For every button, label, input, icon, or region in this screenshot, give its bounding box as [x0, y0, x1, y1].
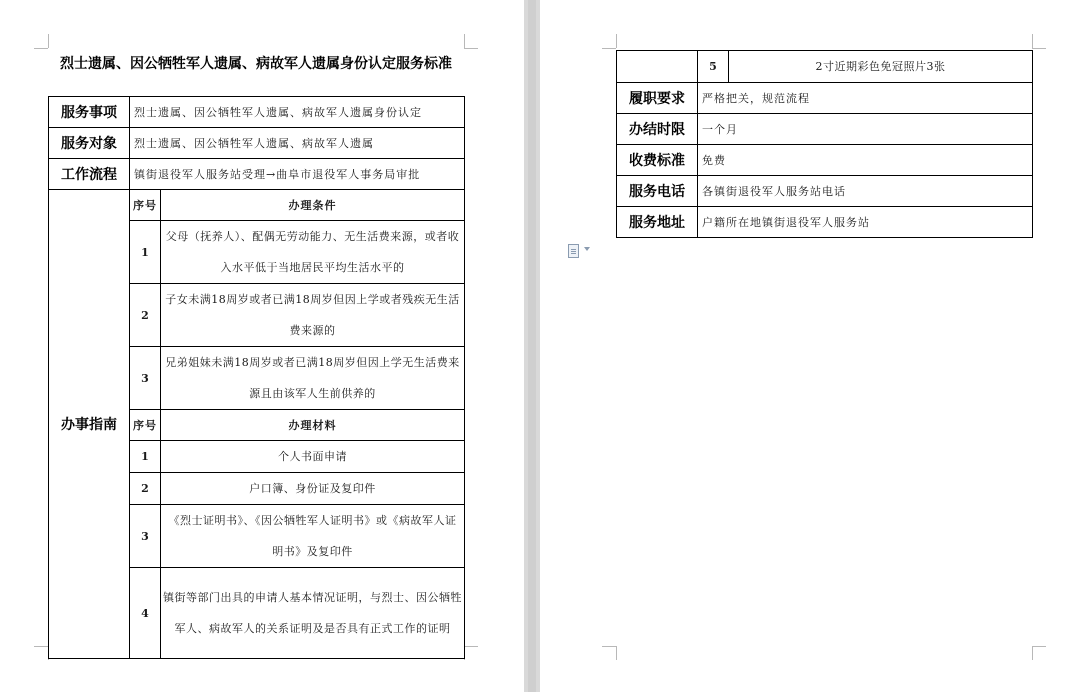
condition-text: 兄弟姐妹未满18周岁或者已满18周岁但因上学无生活费来源且由该军人生前供养的: [161, 347, 465, 410]
service-item-value: 烈士遗属、因公牺牲军人遗属、病故军人遗属身份认定: [130, 97, 465, 128]
crop-mark: [1032, 34, 1033, 48]
condition-text: 父母（抚养人）、配偶无劳动能力、无生活费来源，或者收入水平低于当地居民平均生活水平的: [161, 221, 465, 284]
material-seq: 4: [130, 568, 161, 659]
table-row: [617, 207, 1033, 238]
workflow-value: 镇街退役军人服务站受理→曲阜市退役军人事务局审批: [130, 159, 465, 190]
table-row: [49, 190, 465, 221]
materials-header: 办理材料: [161, 410, 465, 441]
guide-continued-cell: [617, 51, 698, 83]
table-row: [617, 114, 1033, 145]
table-row: [617, 51, 1033, 83]
workflow-label: 工作流程: [49, 159, 130, 190]
condition-seq: 3: [130, 347, 161, 410]
service-target-label: 服务对象: [49, 128, 130, 159]
crop-mark: [464, 646, 478, 647]
material-text: 户口簿、身份证及复印件: [161, 473, 465, 505]
conditions-seq-header: 序号: [130, 190, 161, 221]
conditions-header: 办理条件: [161, 190, 465, 221]
service-standard-table-continued: [616, 50, 1033, 238]
crop-mark: [602, 48, 616, 49]
crop-mark: [1032, 646, 1046, 647]
material-seq: 2: [130, 473, 161, 505]
crop-mark: [34, 646, 48, 647]
crop-mark: [602, 646, 616, 647]
paste-options-icon[interactable]: [568, 244, 594, 260]
crop-mark: [1032, 48, 1046, 49]
service-target-value: 烈士遗属、因公牺牲军人遗属、病故军人遗属: [130, 128, 465, 159]
material-text: 个人书面申请: [161, 441, 465, 473]
address-label: 服务地址: [617, 207, 698, 238]
document-icon: [568, 244, 579, 258]
chevron-down-icon: [584, 247, 590, 251]
fee-value: 免费: [698, 145, 1033, 176]
material-seq: 5: [698, 51, 729, 83]
page-gutter: [524, 0, 540, 692]
crop-mark: [464, 48, 478, 49]
table-row: [49, 159, 465, 190]
crop-mark: [34, 48, 48, 49]
time-limit-value: 一个月: [698, 114, 1033, 145]
duty-label: 履职要求: [617, 83, 698, 114]
address-value: 户籍所在地镇街退役军人服务站: [698, 207, 1033, 238]
crop-mark: [464, 34, 465, 48]
condition-seq: 1: [130, 221, 161, 284]
table-row: [617, 83, 1033, 114]
table-row: [49, 128, 465, 159]
materials-seq-header: 序号: [130, 410, 161, 441]
condition-text: 子女未满18周岁或者已满18周岁但因上学或者残疾无生活费来源的: [161, 284, 465, 347]
crop-mark: [48, 34, 49, 48]
crop-mark: [616, 34, 617, 48]
table-row: [617, 176, 1033, 207]
time-limit-label: 办结时限: [617, 114, 698, 145]
fee-label: 收费标准: [617, 145, 698, 176]
service-standard-table: [48, 96, 465, 659]
table-row: [617, 145, 1033, 176]
phone-value: 各镇街退役军人服务站电话: [698, 176, 1033, 207]
material-text: 2寸近期彩色免冠照片3张: [729, 51, 1033, 83]
material-seq: 1: [130, 441, 161, 473]
material-seq: 3: [130, 505, 161, 568]
table-row: [49, 97, 465, 128]
crop-mark: [616, 646, 617, 660]
material-text: 镇街等部门出具的申请人基本情况证明，与烈士、因公牺牲军人、病故军人的关系证明及是否具有正式工作的证明: [161, 568, 465, 659]
crop-mark: [1032, 646, 1033, 660]
guide-label: 办事指南: [49, 190, 130, 659]
material-text: 《烈士证明书》、《因公牺牲军人证明书》或《病故军人证明书》及复印件: [161, 505, 465, 568]
service-item-label: 服务事项: [49, 97, 130, 128]
duty-value: 严格把关，规范流程: [698, 83, 1033, 114]
document-title: 烈士遗属、因公牺牲军人遗属、病故军人遗属身份认定服务标准: [60, 56, 452, 72]
condition-seq: 2: [130, 284, 161, 347]
phone-label: 服务电话: [617, 176, 698, 207]
